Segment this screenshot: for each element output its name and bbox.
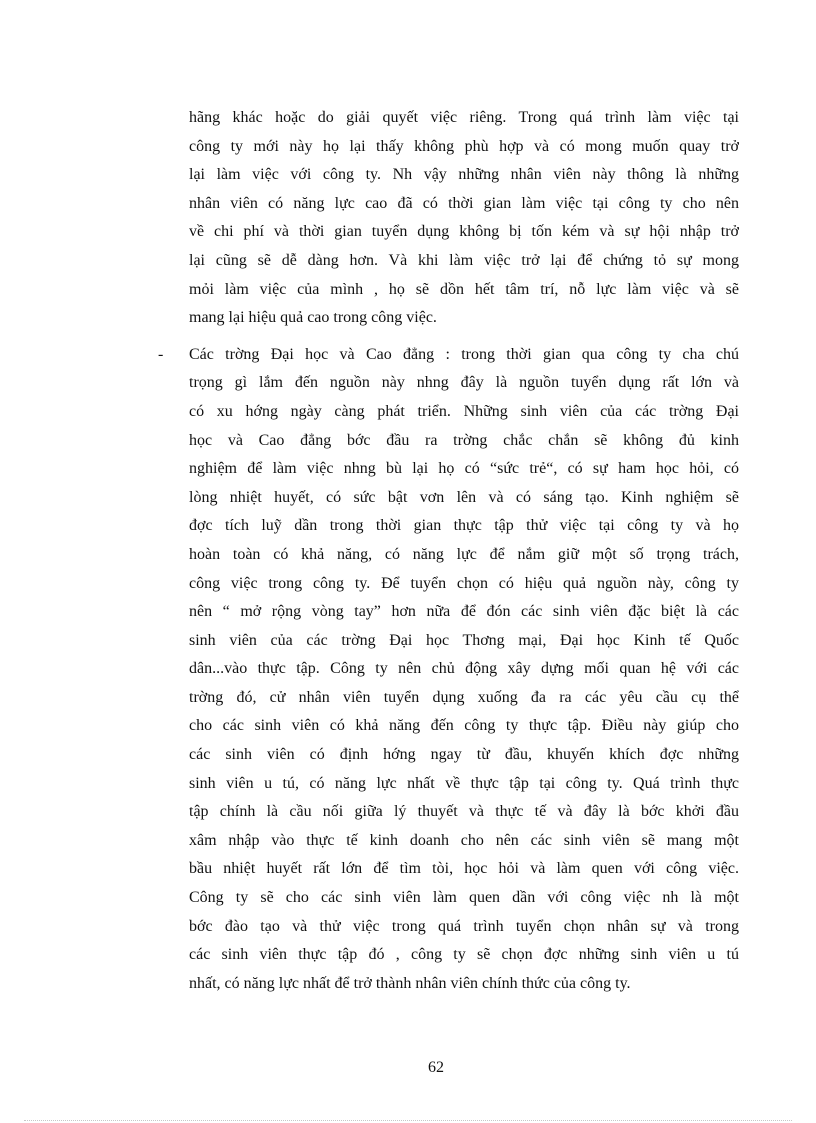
- text-line: dân...vào thực tập. Công ty nên chủ động xây dựng mối quan hệ với các: [189, 660, 739, 678]
- text-line: bầu nhiệt huyết rất lớn để tìm tòi, học hỏi và làm quen với công việc.: [189, 860, 739, 878]
- page-bottom-divider: [24, 1120, 792, 1121]
- text-line: sinh viên của các trờng Đại học Thơng mại, Đại học Kinh tế Quốc: [189, 631, 739, 649]
- text-line: tập chính là cầu nối giữa lý thuyết và thực tế và đây là bớc khởi đầu: [189, 803, 739, 821]
- text-line: học và Cao đẳng bớc đầu ra trờng chắc chắn sẽ không đủ kinh: [189, 431, 739, 449]
- text-line: nhất, có năng lực nhất để trở thành nhân viên chính thức của công ty.: [189, 974, 631, 992]
- text-line: lại cũng sẽ dễ dàng hơn. Và khi làm việc trở lại để chứng tỏ sự mong: [189, 251, 739, 269]
- text-line: các sinh viên thực tập đó , công ty sẽ chọn đợc những sinh viên u tú: [189, 946, 739, 964]
- text-line: trờng đó, cử nhân viên tuyển dụng xuống đa ra các yêu cầu cụ thể: [189, 688, 739, 706]
- text-line: công việc trong công ty. Để tuyển chọn có hiệu quả nguồn này, công ty: [189, 574, 739, 592]
- text-line: Công ty sẽ cho các sinh viên làm quen dần với công việc nh là một: [189, 889, 739, 907]
- text-line: lại làm việc với công ty. Nh vậy những nhân viên này thông là những: [189, 166, 739, 184]
- text-line: nên “ mở rộng vòng tay” hơn nữa để đón các sinh viên đặc biệt là các: [189, 603, 739, 621]
- text-line: Các trờng Đại học và Cao đẳng : trong thời gian qua công ty cha chú: [189, 345, 739, 363]
- text-line: mỏi làm việc của mình , họ sẽ dồn hết tâm trí, nỗ lực làm việc và sẽ: [189, 280, 739, 298]
- text-line: các sinh viên có định hớng ngay từ đầu, khuyến khích đợc những: [189, 746, 739, 764]
- text-line: mang lại hiệu quả cao trong công việc.: [189, 309, 437, 327]
- text-line: bớc đào tạo và thử việc trong quá trình tuyển chọn nhân sự và trong: [189, 917, 739, 935]
- text-line: lòng nhiệt huyết, có sức bật vơn lên và có sáng tạo. Kinh nghiệm sẽ: [189, 488, 739, 506]
- page-number: 62: [428, 1059, 444, 1076]
- paragraph-returning-employees: [189, 104, 739, 333]
- text-line: về chi phí và thời gian tuyển dụng không bị tốn kém và sự hội nhập trở: [189, 223, 739, 241]
- text-line: trọng gì lắm đến nguồn này nhng đây là nguồn tuyển dụng rất lớn và: [189, 374, 739, 392]
- text-line: nhân viên có năng lực cao đã có thời gian làm việc tại công ty cho nên: [189, 194, 739, 212]
- text-line: sinh viên u tú, có năng lực nhất về thực tập tại công ty. Quá trình thực: [189, 774, 739, 792]
- paragraph-university-recruitment: [158, 341, 739, 999]
- text-line: có xu hớng ngày càng phát triển. Những sinh viên của các trờng Đại: [189, 402, 739, 420]
- text-line: hãng khác hoặc do giải quyết việc riêng. Trong quá trình làm việc tại: [189, 109, 739, 126]
- text-line: công ty mới này họ lại thấy không phù hợp và có mong muốn quay trở: [189, 137, 739, 155]
- text-line: đợc tích luỹ dần trong thời gian thực tập thử việc tại công ty và họ: [189, 517, 739, 535]
- text-line: cho các sinh viên có khả năng đến công ty thực tập. Điều này giúp cho: [189, 717, 739, 735]
- text-line: nghiệm để làm việc nhng bù lại họ có “sức trẻ“, có sự ham học hỏi, có: [189, 460, 739, 478]
- text-line: xâm nhập vào thực tế kinh doanh cho nên các sinh viên sẽ mang một: [189, 831, 739, 849]
- text-line: hoàn toàn có khả năng, có năng lực để nắm giữ một số trọng trách,: [189, 545, 739, 563]
- bullet-dash: -: [158, 345, 164, 363]
- body-text: [158, 104, 739, 998]
